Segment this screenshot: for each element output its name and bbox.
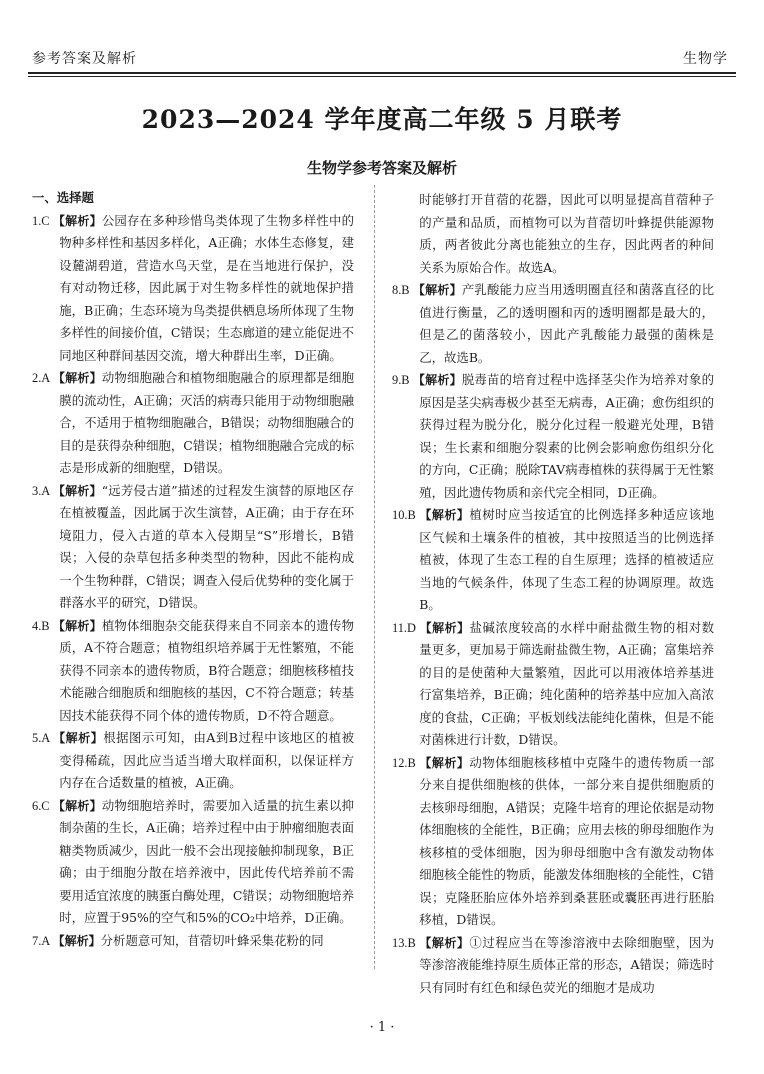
analysis-tag: 【解析】 bbox=[412, 283, 462, 297]
answer-item bbox=[392, 617, 714, 752]
answer-text: “远芳侵古道”描述的过程发生演替的原地区存在植被覆盖，因此属于次生演替，A正确；由于存在环境阻力，侵入古道的草本入侵期呈“S”形增长，B错误；入侵的杂草包括多种类型的物种，因此不能构成一个生物种群，C错误；调查入侵后优势种的变化属于群落水平的研究，D错误。 bbox=[59, 482, 354, 610]
answer-item bbox=[32, 367, 354, 480]
answer-item bbox=[392, 752, 714, 932]
answer-number: 2.A bbox=[32, 371, 53, 385]
analysis-tag: 【解析】 bbox=[419, 508, 470, 522]
answer-text: 动物细胞培养时，需要加入适量的抗生素以抑制杂菌的生长，A正确；培养过程中由于肿瘤细胞表面糖类物质减少，因此一般不会出现接触抑制现象，B正确；由于细胞分散在培养液中，因此传代培养前不需要用适宜浓度的胰蛋白酶处理，C错误；动物细胞培养时，应置于95%的空气和5%的CO₂中培养，D正确。 bbox=[59, 797, 354, 925]
analysis-tag: 【解析】 bbox=[52, 213, 102, 228]
analysis-tag: 【解析】 bbox=[52, 371, 102, 385]
analysis-tag: 【解析】 bbox=[419, 620, 470, 635]
header-right: 生物学 bbox=[683, 51, 728, 67]
answer-number: 9.B bbox=[392, 373, 413, 387]
answer-text: 动物体细胞核移植中克隆牛的遗传物质一部分来自提供细胞核的供体，一部分来自提供细胞质的去核卵母细胞，A错误；克隆牛培育的理论依据是动物体细胞核的全能性，B正确；应用去核的卵母细胞作为核移植的受体细胞，因为卵母细胞中含有激发动物体细胞核全能性的物质，能激发体细胞核的全能性，C错误；克隆胚胎应体外培养到桑葚胚或囊胚再进行胚胎移植，D错误。 bbox=[419, 754, 714, 927]
analysis-tag: 【解析】 bbox=[52, 618, 102, 633]
answer-number: 11.D bbox=[392, 620, 420, 635]
analysis-tag: 【解析】 bbox=[52, 933, 101, 948]
answer-number: 12.B bbox=[392, 755, 420, 770]
left-column bbox=[32, 187, 354, 952]
answer-item bbox=[32, 930, 354, 953]
answer-item bbox=[32, 210, 354, 368]
answer-text: 盐碱浓度较高的水样中耐盐微生物的相对数量更多，更加易于筛选耐盐微生物，A正确；富集培养的目的是使菌种大量繁殖，因此可以用液体培养基进行富集培养，B正确；纯化菌种的培养基中应加入高浓度的食盐，C正确；平板划线法能纯化菌株，但是不能对菌株进行计数，D错误。 bbox=[419, 619, 714, 747]
answer-number: 7.A bbox=[32, 933, 53, 948]
analysis-tag: 【解析】 bbox=[52, 798, 102, 813]
analysis-tag: 【解析】 bbox=[412, 373, 462, 387]
analysis-tag: 【解析】 bbox=[419, 755, 470, 770]
answer-number: 4.B bbox=[32, 618, 53, 633]
answer-number: 3.A bbox=[32, 483, 53, 498]
page-subtitle: 生物学参考答案及解析 bbox=[306, 159, 457, 177]
answer-number: 5.A bbox=[32, 731, 54, 745]
answer-number: 1.C bbox=[32, 213, 53, 228]
answer-text: 分析题意可知，苜蓿切叶蜂采集花粉的同 bbox=[100, 932, 324, 948]
section-heading: 一、选择题 bbox=[32, 190, 94, 205]
answer-number: 6.C bbox=[32, 798, 53, 813]
analysis-tag: 【解析】 bbox=[419, 935, 470, 950]
answer-item bbox=[392, 504, 714, 617]
answer-text: 植树时应当按适宜的比例选择多种适应该地区气候和土壤条件的植被，其中按照适当的比例选择植被，体现了生态工程的自生原理；选择的植被适应当地的气候条件，体现了生态工程的协调原理。故选B。 bbox=[419, 507, 714, 612]
answer-text: ①过程应当在等渗溶液中去除细胞壁，因为等渗溶液能维持原生质体正常的形态，A错误；筛选时只有同时有红色和绿色荧光的细胞才是成功 bbox=[419, 934, 714, 995]
answer-text: 动物细胞融合和植物细胞融合的原理都是细胞膜的流动性，A正确；灭活的病毒只能用于动物细胞融合，不适用于植物细胞融合，B错误；动物细胞融合的目的是获得杂种细胞，C错误；植物细胞融合完成的标志是形成新的细胞壁，D错误。 bbox=[59, 370, 354, 475]
answer-text: 植物体细胞杂交能获得来自不同亲本的遗传物质，A不符合题意；植物组织培养属于无性繁殖，不能获得不同亲本的遗传物质，B符合题意；细胞核移植技术能融合细胞质和细胞核的基因，C不符合题意；转基因技术能获得不同个体的遗传物质，D不符合题意。 bbox=[59, 617, 354, 723]
answer-item bbox=[392, 279, 714, 369]
answer-number: 8.B bbox=[392, 283, 413, 297]
analysis-tag: 【解析】 bbox=[52, 483, 102, 498]
answer-number: 13.B bbox=[392, 935, 420, 950]
answer-item bbox=[392, 369, 714, 504]
analysis-tag: 【解析】 bbox=[53, 731, 104, 745]
answer-item bbox=[32, 727, 354, 795]
answer-number: 10.B bbox=[392, 508, 420, 522]
header-left: 参考答案及解析 bbox=[32, 51, 137, 67]
answer-item bbox=[32, 480, 354, 615]
continued-text: 时能够打开苜蓿的花器，因此可以明显提高苜蓿种子的产量和品质，而植物可以为苜蓿切叶蜂提供能源物质，两者彼此分离也能独立的生存，因此两者的种间关系为原始合作。故选A。 bbox=[419, 192, 714, 275]
answer-text: 脱毒苗的培育过程中选择茎尖作为培养对象的原因是茎尖病毒极少甚至无病毒，A正确；愈伤组织的获得过程为脱分化，脱分化过程一般避光处理，B错误；生长素和细胞分裂素的比例会影响愈伤组织分化的方向，C正确；脱除TAV病毒植株的获得属于无性繁殖，因此遗传物质和亲代完全相同，D正确。 bbox=[419, 372, 714, 500]
header-rule-thin bbox=[28, 76, 736, 77]
answer-item bbox=[392, 932, 714, 1000]
answer-text: 根据图示可知，由A到B过程中该地区的植被变得稀疏，因此应当适当增大取样面积，以保证样方内存在合适数量的植被，A正确。 bbox=[59, 730, 354, 790]
left-answer-list bbox=[32, 210, 354, 953]
answer-text: 产乳酸能力应当用透明圈直径和菌落直径的比值进行衡量，乙的透明圈和丙的透明圈都是最大的，但是乙的菌落较小，因此产乳酸能力最强的菌株是乙，故选B。 bbox=[419, 282, 714, 365]
page-title: 2023—2024 学年度高二年级 5 月联考 bbox=[141, 105, 623, 134]
answer-text: 公园存在多种珍惜鸟类体现了生物多样性中的物种多样性和基因多样化，A正确；水体生态修复，建设麓湖碧道，营造水鸟天堂，是在当地进行保护，没有对动物迁移，因此属于对生物多样性的就地保护措施，B正确；生态环境为鸟类提供栖息场所体现了生物多样性的间接价值，C错误；生态廊道的建立能促进不同地区种群间基因交流，增大种群出生率，D正确。 bbox=[59, 212, 354, 363]
right-column bbox=[392, 189, 714, 999]
answer-item bbox=[32, 795, 354, 930]
page-number: · 1 · bbox=[369, 1020, 395, 1035]
answer-item bbox=[32, 615, 354, 728]
column-divider bbox=[374, 185, 375, 969]
right-answer-list bbox=[392, 279, 714, 999]
header-rule bbox=[28, 72, 736, 74]
